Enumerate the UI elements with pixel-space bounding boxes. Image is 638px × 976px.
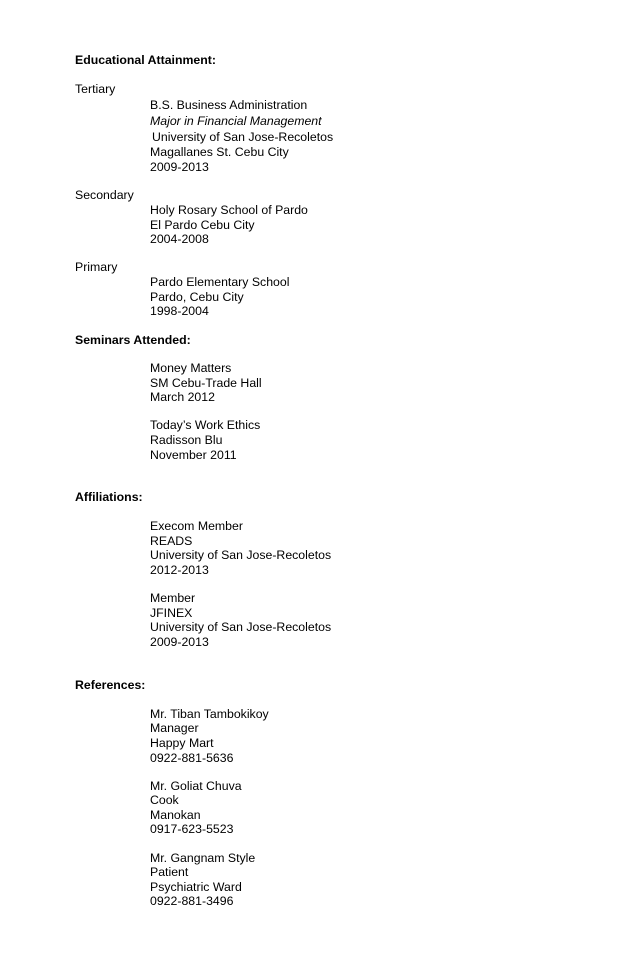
- reference-name: Mr. Gangnam Style: [150, 851, 256, 865]
- primary-school: Pardo Elementary School: [150, 275, 290, 289]
- tertiary-major: Major in Financial Management: [150, 114, 322, 128]
- seminar-date: March 2012: [150, 390, 215, 404]
- secondary-label: Secondary: [75, 188, 134, 202]
- secondary-address: El Pardo Cebu City: [150, 218, 255, 232]
- reference-name: Mr. Tiban Tambokikoy: [150, 707, 269, 721]
- affiliation-years: 2012-2013: [150, 563, 209, 577]
- affiliation-school: University of San Jose-Recoletos: [150, 620, 332, 634]
- seminar-title: Today’s Work Ethics: [150, 418, 261, 432]
- tertiary-address: Magallanes St. Cebu City: [150, 145, 289, 159]
- tertiary-school: University of San Jose-Recoletos: [152, 130, 334, 144]
- reference-phone: 0922-881-3496: [150, 894, 234, 908]
- primary-address: Pardo, Cebu City: [150, 290, 244, 304]
- seminars-heading: Seminars Attended:: [75, 333, 191, 347]
- education-heading: Educational Attainment:: [75, 53, 216, 67]
- reference-phone: 0917-623-5523: [150, 822, 234, 836]
- reference-company: Psychiatric Ward: [150, 880, 242, 894]
- affiliation-position: Member: [150, 591, 196, 605]
- affiliation-position: Execom Member: [150, 519, 243, 533]
- affiliations-heading: Affiliations:: [75, 490, 143, 504]
- affiliation-school: University of San Jose-Recoletos: [150, 548, 332, 562]
- references-heading: References:: [75, 678, 146, 692]
- reference-title: Cook: [150, 793, 179, 807]
- secondary-years: 2004-2008: [150, 232, 209, 246]
- tertiary-label: Tertiary: [75, 82, 116, 96]
- reference-name: Mr. Goliat Chuva: [150, 779, 242, 793]
- reference-company: Manokan: [150, 808, 201, 822]
- reference-title: Manager: [150, 721, 199, 735]
- secondary-school: Holy Rosary School of Pardo: [150, 203, 308, 217]
- tertiary-years: 2009-2013: [150, 160, 209, 174]
- affiliation-org: JFINEX: [150, 606, 193, 620]
- tertiary-degree: B.S. Business Administration: [150, 98, 308, 112]
- seminar-date: November 2011: [150, 448, 237, 462]
- affiliation-years: 2009-2013: [150, 635, 209, 649]
- seminar-venue: SM Cebu-Trade Hall: [150, 376, 262, 390]
- affiliation-org: READS: [150, 534, 193, 548]
- seminar-title: Money Matters: [150, 361, 232, 375]
- reference-company: Happy Mart: [150, 736, 214, 750]
- primary-label: Primary: [75, 260, 118, 274]
- seminar-venue: Radisson Blu: [150, 433, 223, 447]
- reference-phone: 0922-881-5636: [150, 751, 234, 765]
- reference-title: Patient: [150, 865, 189, 879]
- primary-years: 1998-2004: [150, 304, 209, 318]
